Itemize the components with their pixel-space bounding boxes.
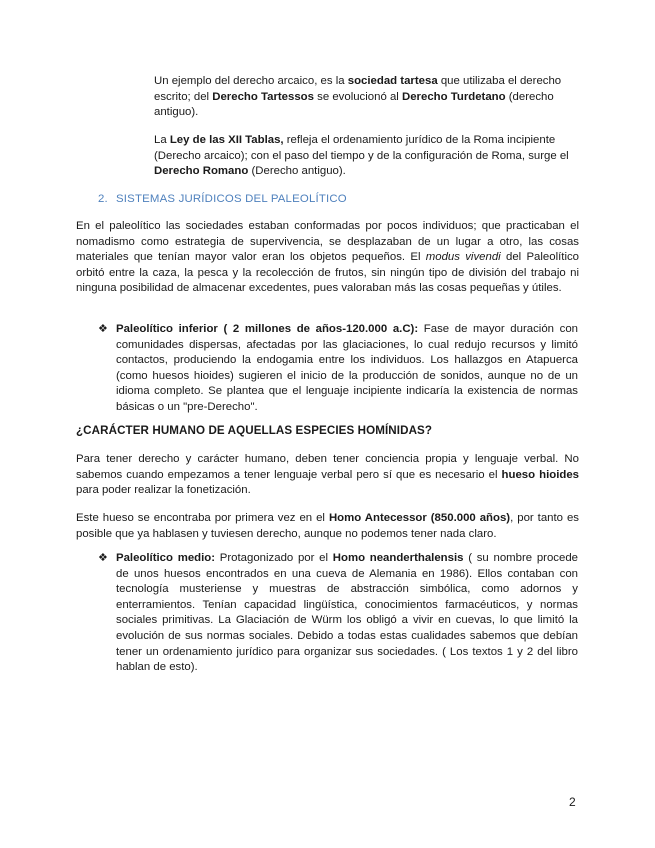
diamond-bullet-icon: ❖ bbox=[98, 552, 108, 564]
page-number: 2 bbox=[569, 795, 576, 809]
bullet-paleolitico-inferior bbox=[98, 322, 578, 416]
homo-antecessor-paragraph: Este hueso se encontraba por primera vez en el Homo Antecessor (850.000 años), por tanto es posible que ya hablasen y tuviesen derecho, aunque no podemos tener nada claro. bbox=[76, 512, 579, 540]
bullet-paleolitico-medio bbox=[98, 551, 578, 676]
paleolitico-paragraph: En el paleolítico las sociedades estaban conformadas por pocos individuos; que practicaban el nomadismo como estrategia de supervivencia, se desplazaban de un lugar a otro, las cosas materiales que tenían mayor valor eran los objetos pequeños. El modus vivendi del Paleolítico orbitó entre la caza, la pesca y la recolección de frutos, sin ningún tipo de división del trabajo ni ninguna posibilidad de almacenar excedentes, pues valoraban más las cosas pequeñas y útiles. bbox=[76, 220, 580, 295]
bullet-paleolitico-medio-text: Paleolítico medio: Protagonizado por el Homo neanderthalensis ( su nombre procede de unos huesos encontrados en una cueva de Alemania en 1986). Ellos contaban con tecnología musteriense y muestras de abstracción simbólica, como adornos y enterramientos. Tenían capacidad lingüística, conocimientos farmacéuticos, y normas sociales primitivas. La Glaciación de Würm los obligó a vivir en cuevas, lo que limitó la evolución de sus normas sociales. Debido a todas estas cualidades sabemos que debían tener un ordenamiento jurídico para organizar sus sociedades. ( Los textos 1 y 2 del libro hablan de esto). bbox=[116, 552, 578, 674]
caracter-humano-paragraph: Para tener derecho y carácter humano, deben tener conciencia propia y lenguaje verbal. No sabemos cuando empezamos a tener lenguaje verbal pero sí que es necesario el hueso hioides para poder realizar la fonetización. bbox=[76, 453, 579, 497]
diamond-bullet-icon: ❖ bbox=[98, 323, 108, 335]
section-title: SISTEMAS JURÍDICOS DEL PALEOLÍTICO bbox=[116, 193, 347, 205]
intro-paragraph-xii-tablas: La Ley de las XII Tablas, refleja el ordenamiento jurídico de la Roma incipiente (Derecho arcaico); con el paso del tiempo y de la configuración de Roma, surge el Derecho Romano (Derecho antiguo). bbox=[154, 134, 569, 178]
section-number: 2. bbox=[98, 193, 108, 205]
intro-paragraph-tartesa: Un ejemplo del derecho arcaico, es la sociedad tartesa que utilizaba el derecho escrito; del Derecho Tartessos se evolucionó al Derecho Turdetano (derecho antiguo). bbox=[154, 75, 562, 119]
question-heading: ¿CARÁCTER HUMANO DE AQUELLAS ESPECIES HOMÍNIDAS? bbox=[76, 424, 433, 437]
section-heading bbox=[98, 193, 347, 205]
bullet-paleolitico-inferior-text: Paleolítico inferior ( 2 millones de años-120.000 a.C): Fase de mayor duración con comunidades dispersas, afectadas por las glaciaciones, lo cual redujo recursos y limitó contactos, produciendo la endogamia entre los individuos. Los hallazgos en Atapuerca (como huesos hioides) sugieren el inicio de la producción de sonidos, aunque no de un idioma completo. Se plantea que el lenguaje incipiente indicaría la existencia de normas básicas o un "pre-Derecho". bbox=[116, 323, 579, 413]
